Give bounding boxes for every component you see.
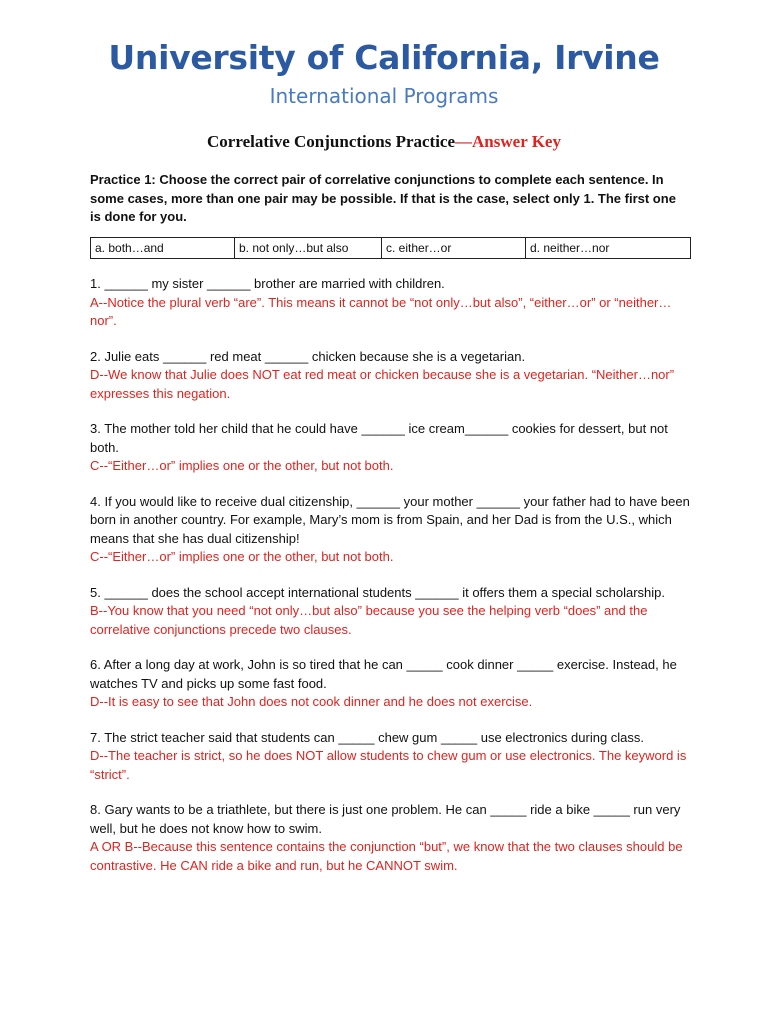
answer-text: A--Notice the plural verb “are”. This means it cannot be “not only…but also”, “either…or” or “neither…nor”. bbox=[90, 294, 672, 328]
question-text: 3. The mother told her child that he could have ______ ice cream______ cookies for dessert, but not both. bbox=[90, 421, 668, 455]
department-logo-text: International Programs bbox=[269, 84, 499, 108]
conjunction-options-table bbox=[90, 237, 691, 260]
practice-instructions: Practice 1: Choose the correct pair of correlative conjunctions to complete each sentence. In some cases, more than one pair may be possible. If that is the case, select only 1. The first one is done for you. bbox=[90, 172, 676, 224]
question-text: 7. The strict teacher said that students can _____ chew gum _____ use electronics during class. bbox=[90, 729, 645, 745]
answer-text: B--You know that you need “not only…but also” because you see the helping verb “does” and the correlative conjunctions precede two clauses. bbox=[90, 603, 648, 637]
question-item bbox=[90, 801, 690, 875]
option-b: b. not only…but also bbox=[235, 237, 382, 259]
answer-text: C--“Either…or” implies one or the other, but not both. bbox=[90, 549, 394, 564]
question-text: 1. ______ my sister ______ brother are married with children. bbox=[90, 276, 445, 291]
answer-text: D--We know that Julie does NOT eat red meat or chicken because she is a vegetarian. “Neither…nor” expresses this negation. bbox=[90, 367, 675, 401]
answer-text: D--It is easy to see that John does not cook dinner and he does not exercise. bbox=[90, 694, 533, 709]
question-text: 4. If you would like to receive dual citizenship, ______ your mother ______ your father had to have been born in another country. For example, Mary’s mom is from Spain, and her Dad is from the U.S., which means that she has dual citizenship! bbox=[90, 493, 690, 546]
question-item bbox=[90, 275, 690, 331]
question-text: 2. Julie eats ______ red meat ______ chicken because she is a vegetarian. bbox=[90, 348, 526, 364]
page-title bbox=[0, 132, 768, 152]
question-item bbox=[90, 493, 690, 567]
question-item bbox=[90, 348, 690, 404]
title-answer-key: —Answer Key bbox=[455, 132, 561, 151]
option-d: d. neither…nor bbox=[526, 237, 691, 259]
document-body bbox=[90, 171, 690, 892]
question-text: 8. Gary wants to be a triathlete, but there is just one problem. He can _____ ride a bike _____ run very well, but he does not know how to swim. bbox=[90, 802, 681, 836]
option-a: a. both…and bbox=[91, 237, 235, 259]
question-item bbox=[90, 656, 690, 712]
university-logo-text: University of California, Irvine bbox=[108, 38, 660, 77]
question-text: 5. ______ does the school accept international students ______ it offers them a special scholarship. bbox=[90, 584, 666, 600]
option-c: c. either…or bbox=[382, 237, 526, 259]
title-main: Correlative Conjunctions Practice bbox=[207, 132, 456, 151]
question-item bbox=[90, 584, 690, 640]
question-text: 6. After a long day at work, John is so tired that he can _____ cook dinner _____ exercise. Instead, he watches TV and picks up some fast food. bbox=[90, 657, 677, 691]
answer-text: D--The teacher is strict, so he does NOT allow students to chew gum or use electronics. The keyword is “strict”. bbox=[90, 748, 687, 782]
question-item bbox=[90, 729, 690, 785]
answer-text: C--“Either…or” implies one or the other, but not both. bbox=[90, 458, 394, 473]
question-item bbox=[90, 420, 690, 476]
answer-text: A OR B--Because this sentence contains the conjunction “but”, we know that the two clauses should be contrastive. He CAN ride a bike and run, but he CANNOT swim. bbox=[90, 839, 683, 873]
